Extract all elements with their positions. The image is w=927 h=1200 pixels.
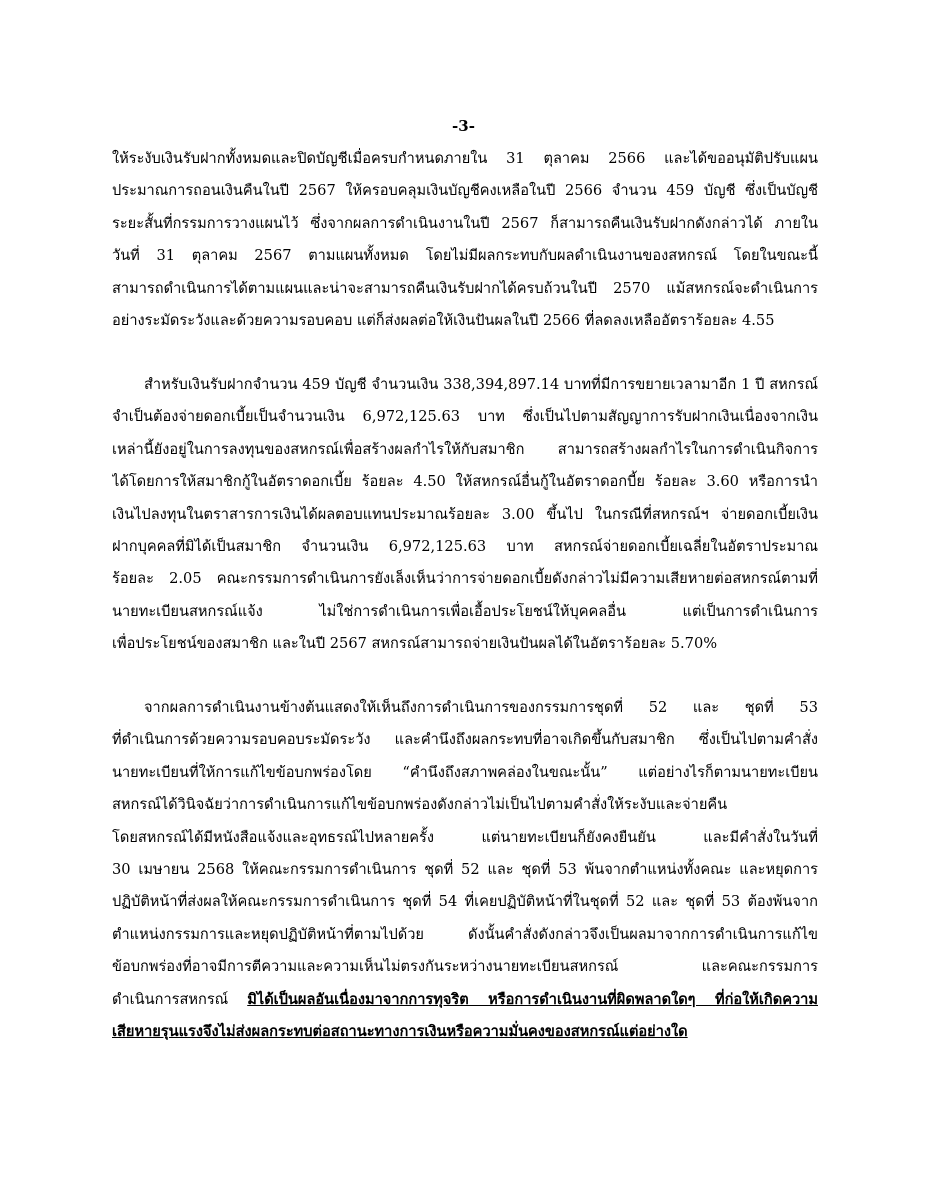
paragraph-line: ตำแหน่งกรรมการและหยุดปฏิบัติหน้าที่ตามไปด้วย ดังนั้นคำสั่งดังกล่าวจึงเป็นผลมาจากการดำเนินการแก้ไข bbox=[112, 925, 818, 943]
paragraph-line: เพื่อประโยชน์ของสมาชิก และในปี 2567 สหกรณ์สามารถจ่ายเงินปันผลได้ในอัตราร้อยละ 5.70% bbox=[112, 635, 718, 653]
emphasis-text: มิได้เป็นผลอันเนื่องมาจากการทุจริต หรือการดำเนินงานที่ผิดพลาดใดๆ ที่ก่อให้เกิดความ bbox=[247, 990, 818, 1008]
paragraph-line: นายทะเบียนที่ให้การแก้ไขข้อบกพร่องโดย “คำนึงถึงสภาพคล่องในขณะนั้น” แต่อย่างไรก็ตามนายทะเบียน bbox=[112, 763, 818, 781]
paragraph-line: เงินไปลงทุนในตราสารการเงินได้ผลตอบแทนประมาณร้อยละ 3.00 ขึ้นไป ในกรณีที่สหกรณ์ฯ จ่ายดอกเบี้ยเงิน bbox=[112, 505, 818, 523]
paragraph-2 bbox=[112, 369, 818, 661]
paragraph-line: อย่างระมัดระวังและด้วยความรอบคอบ แต่ก็ส่งผลต่อให้เงินปันผลในปี 2566 ที่ลดลงเหลืออัตราร้อยละ 4.55 bbox=[112, 312, 775, 330]
paragraph-3 bbox=[112, 692, 818, 1048]
paragraph-line: จากผลการดำเนินงานข้างต้นแสดงให้เห็นถึงการดำเนินการของกรรมการชุดที่ 52 และ ชุดที่ 53 bbox=[144, 699, 818, 716]
paragraph-line: ปฏิบัติหน้าที่ส่งผลให้คณะกรรมการดำเนินการ ชุดที่ 54 ที่เคยปฏิบัติหน้าที่ในชุดที่ 52 และ ชุดที่ 53 ต้องพ้นจาก bbox=[112, 893, 818, 911]
paragraph-line: ร้อยละ 2.05 คณะกรรมการดำเนินการยังเล็งเห็นว่าการจ่ายดอกเบี้ยดังกล่าวไม่มีความเสียหายต่อสหกรณ์ตามที่ bbox=[112, 570, 818, 588]
paragraph-line: ได้โดยการให้สมาชิกกู้ในอัตราดอกเบี้ย ร้อยละ 4.50 ให้สหกรณ์อื่นกู้ในอัตราดอกบี้ย ร้อยละ 3.60 หรือการนำ bbox=[112, 473, 818, 491]
paragraph-line: ระยะสั้นที่กรรมการวางแผนไว้ ซึ่งจากผลการดำเนินงานในปี 2567 ก็สามารถคืนเงินรับฝากดังกล่าวได้ ภายใน bbox=[112, 214, 818, 232]
paragraph-line: ที่ดำเนินการด้วยความรอบคอบระมัดระวัง และคำนึงถึงผลกระทบที่อาจเกิดขึ้นกับสมาชิก ซึ่งเป็นไปตามคำสั่ง bbox=[112, 731, 818, 749]
paragraph-line: ให้ระงับเงินรับฝากทั้งหมดและปิดบัญชีเมื่อครบกำหนดภายใน 31 ตุลาคม 2566 และได้ขออนุมัติปรับแผน bbox=[112, 150, 818, 167]
page-number: -3- bbox=[452, 117, 475, 135]
paragraph-line: สำหรับเงินรับฝากจำนวน 459 บัญชี จำนวนเงิน 338,394,897.14 บาทที่มีการขยายเวลามาอีก 1 ปี สหกรณ์ bbox=[144, 376, 818, 393]
paragraph-line: ฝากบุคคลที่มิได้เป็นสมาชิก จำนวนเงิน 6,972,125.63 บาท สหกรณ์จ่ายดอกเบี้ยเฉลี่ยในอัตราประมาณ bbox=[112, 538, 818, 556]
paragraph-1 bbox=[112, 143, 818, 337]
paragraph-line: โดยสหกรณ์ได้มีหนังสือแจ้งและอุทธรณ์ไปหลายครั้ง แต่นายทะเบียนก็ยังคงยืนยัน และมีคำสั่งในวันที่ bbox=[112, 828, 818, 846]
paragraph-line: ประมาณการถอนเงินคืนในปี 2567 ให้ครอบคลุมเงินบัญชีคงเหลือในปี 2566 จำนวน 459 บัญชี ซึ่งเป็นบัญชี bbox=[112, 182, 818, 200]
paragraph-line bbox=[112, 984, 818, 1016]
paragraph-line: ข้อบกพร่องที่อาจมีการตีความและความเห็นไม่ตรงกันระหว่างนายทะเบียนสหกรณ์ และคณะกรรมการ bbox=[112, 958, 818, 976]
paragraph-line bbox=[112, 1016, 818, 1048]
paragraph-line: นายทะเบียนสหกรณ์แจ้ง ไม่ใช่การดำเนินการเพื่อเอื้อประโยชน์ให้บุคคลอื่น แต่เป็นการดำเนินการ bbox=[112, 602, 818, 620]
paragraph-line: สหกรณ์ได้วินิจฉัยว่าการดำเนินการแก้ไขข้อบกพร่องดังกล่าวไม่เป็นไปตามคำสั่งให้ระงับและจ่ายคืน bbox=[112, 796, 728, 814]
paragraph-line: 30 เมษายน 2568 ให้คณะกรรมการดำเนินการ ชุดที่ 52 และ ชุดที่ 53 พ้นจากตำแหน่งทั้งคณะ และหยุดการ bbox=[112, 861, 818, 879]
paragraph-text: ดำเนินการสหกรณ์ bbox=[112, 990, 248, 1008]
paragraph-line: สามารถดำเนินการได้ตามแผนและน่าจะสามารถคืนเงินรับฝากได้ครบถ้วนในปี 2570 แม้สหกรณ์จะดำเนินการ bbox=[112, 279, 818, 297]
paragraph-line: จำเป็นต้องจ่ายดอกเบี้ยเป็นจำนวนเงิน 6,972,125.63 บาท ซึ่งเป็นไปตามสัญญาการรับฝากเงินเนื่องจากเงิน bbox=[112, 408, 818, 426]
paragraph-line: เหล่านี้ยังอยู่ในการลงทุนของสหกรณ์เพื่อสร้างผลกำไรให้กับสมาชิก สามารถสร้างผลกำไรในการดำเนินกิจการ bbox=[112, 440, 818, 458]
paragraph-line: วันที่ 31 ตุลาคม 2567 ตามแผนทั้งหมด โดยไม่มีผลกระทบกับผลดำเนินงานของสหกรณ์ โดยในขณะนี้ bbox=[112, 247, 818, 265]
emphasis-text: เสียหายรุนแรงจึงไม่ส่งผลกระทบต่อสถานะทางการเงินหรือความมั่นคงของสหกรณ์แต่อย่างใด bbox=[112, 1023, 688, 1041]
